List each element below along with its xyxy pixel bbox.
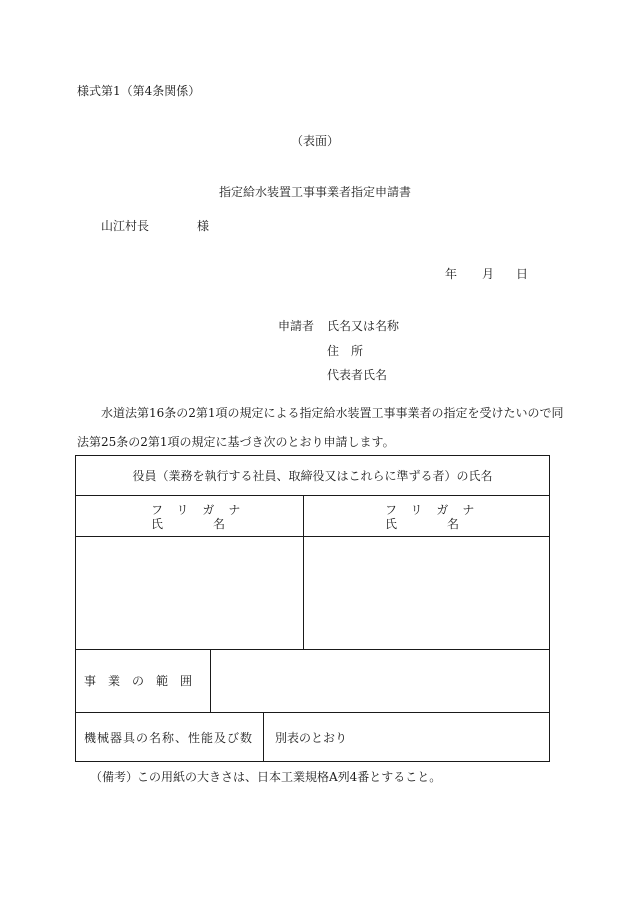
addressee: 山江村長 bbox=[101, 219, 150, 233]
document-title: 指定給水装置工事事業者指定申請書 bbox=[218, 185, 411, 199]
date-day: 日 bbox=[516, 267, 529, 281]
officers-header: 役員（業務を執行する社員、取締役又はこれらに準ずる者）の氏名 bbox=[132, 469, 493, 483]
name-label-left-a: 氏 bbox=[151, 517, 164, 531]
honorific: 様 bbox=[197, 219, 210, 233]
name-label-left bbox=[151, 518, 225, 530]
table-divider bbox=[210, 649, 211, 712]
name-label-right bbox=[385, 518, 459, 530]
body-text-line-1: 水道法第16条の2第1項の規定による指定給水装置工事事業者の指定を受けたいので同 bbox=[101, 406, 564, 420]
application-table bbox=[75, 455, 550, 762]
officer-name-field-left[interactable] bbox=[77, 537, 301, 647]
body-text-line-2: 法第25条の2第1項の規定に基づき次のとおり申請します。 bbox=[77, 435, 395, 449]
table-divider bbox=[303, 495, 304, 649]
officer-name-field-right[interactable] bbox=[305, 537, 548, 647]
date-month: 月 bbox=[482, 267, 495, 281]
note-text: この用紙の大きさは、日本工業規格A列4番とすること。 bbox=[137, 770, 442, 784]
applicant-representative-label: 代表者氏名 bbox=[327, 368, 388, 382]
date-year: 年 bbox=[445, 267, 458, 281]
business-scope-label: 事業の範囲 bbox=[84, 674, 205, 688]
applicant-address-label: 住 所 bbox=[327, 344, 364, 358]
equipment-value: 別表のとおり bbox=[275, 731, 348, 745]
name-label-right-b: 名 bbox=[447, 517, 460, 531]
table-divider bbox=[263, 712, 264, 762]
table-divider bbox=[76, 495, 549, 496]
form-number: 様式第1（第4条関係） bbox=[77, 84, 201, 98]
note-label: （備考） bbox=[90, 770, 139, 784]
name-label-right-a: 氏 bbox=[385, 517, 398, 531]
name-label-left-b: 名 bbox=[213, 517, 226, 531]
side-label: （表面） bbox=[290, 134, 339, 148]
furigana-label-right: フリガナ bbox=[385, 503, 489, 517]
equipment-label: 機械器具の名称、性能及び数 bbox=[84, 731, 254, 745]
table-divider bbox=[76, 712, 549, 713]
furigana-label-left: フリガナ bbox=[151, 503, 255, 517]
applicant-label: 申請者 bbox=[278, 319, 315, 333]
applicant-name-label: 氏名又は名称 bbox=[327, 319, 400, 333]
business-scope-field[interactable] bbox=[212, 650, 548, 711]
